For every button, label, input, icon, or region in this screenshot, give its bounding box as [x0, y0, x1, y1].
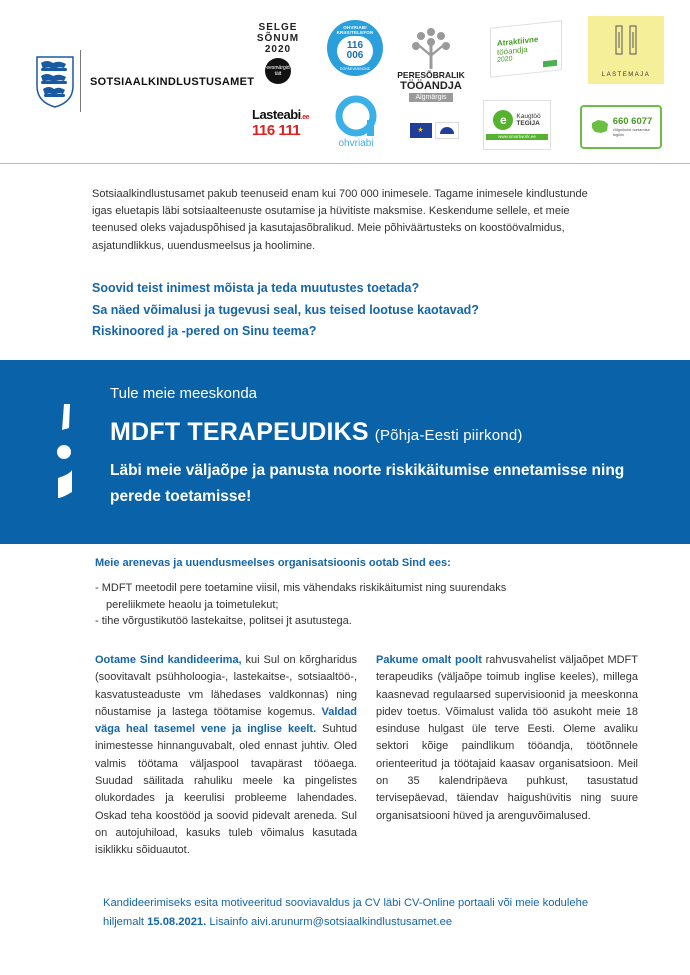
selge-sonum-logo — [254, 18, 302, 88]
eu-flag-icon: ★ — [410, 123, 432, 138]
job-title: MDFT TERAPEUDIKS — [110, 418, 369, 446]
question-2: Sa näed võimalusi ja tugevusi seal, kus teised lootuse kaotavad? — [92, 302, 479, 317]
kaugtoo-url: www.smartwork.ee — [486, 134, 548, 140]
peresobralik-line3: Algmärgis — [409, 93, 452, 102]
ohvriabi-logo — [330, 90, 382, 152]
lastemaja-figures-icon — [611, 24, 641, 60]
kaugtoo-line1: Kaugtöö — [516, 113, 541, 120]
banner-kicker: Tule meie meeskonda — [110, 385, 258, 402]
benefits-text: rahvusvahelist väljaõpet MDFT terapeudiks (väljaõpe toimub inglise keeles), millega kaasnevad regulaarsed supervisioonid ja meeskonna pidev toetus. Võimalust valida töö asukoht meie 18 esinduse hulgast üle terve Eesti. Oleme avaliku sektori kõige paindlikum tööandja, töötõnnele orienteeritud ja töötajaid kaasav organisatsioon. Meil on 35 kalendripäeva puhkust, tasustatud tervisepäevad, täiendav haigushüvitis ning suure organisatsiooni hüved ja arenguvõimalused. — [376, 654, 638, 822]
estonia-map-icon — [590, 117, 610, 137]
atraktiivne-line1: Atraktiivne — [497, 34, 539, 49]
selge-sonum-line2: SÕNUM — [256, 33, 300, 44]
ohvriabi-icon — [334, 94, 378, 138]
tree-icon — [411, 27, 451, 71]
hotline-line2: tugiliin — [612, 132, 625, 137]
kaugtoo-e-icon: e — [493, 110, 513, 130]
header — [0, 0, 690, 165]
benefits-column — [376, 652, 638, 825]
ee-partner-icon — [435, 122, 459, 139]
banner-title — [110, 418, 523, 447]
hotline-line1: võlgnikuist toetamise — [612, 127, 650, 132]
hotline-number: 660 6077 — [612, 116, 653, 127]
org-divider — [80, 50, 81, 112]
lastemaja-label: LASTEMAJA — [601, 72, 651, 78]
ohvriabi-kriisitelefon-logo — [327, 20, 383, 76]
lastemaja-logo — [588, 16, 664, 84]
peresobralik-logo — [398, 16, 464, 112]
lasteabi-name: Lasteabi — [252, 107, 301, 122]
selge-sonum-line1: SELGE — [258, 22, 298, 33]
brand-mark-icon — [50, 400, 74, 500]
peresobralik-line2: TÖÖANDJA — [400, 79, 462, 92]
hotline-logo — [580, 105, 662, 149]
application-footer — [103, 894, 623, 931]
ohvriabi-label: ohvriabi — [338, 137, 374, 149]
selge-sonum-line3: 2020 — [264, 44, 292, 55]
selge-sonum-badge: eesmärgid täit — [265, 58, 291, 84]
offer-item: - MDFT meetodil pere toetamine viisil, mis vähendaks riskikäitumist ning suurendaks pereliikmete heaolu ja toimetulekut; — [95, 582, 507, 611]
intro-paragraph: Sotsiaalkindlustusamet pakub teenuseid enam kui 700 000 inimesele. Tagame inimesele kindlustunde igas eluetapis läbi sotsiaalteenuste osutamise ja hüvitiste maksmise. Keskendume sellele, et meie teenused oleks vajaduspõhised ja kasutajasõbralikud. Meie põhiväärtusteks on koostöövalmidus, asjatundlikkus, uuendusmeelsus ja hoolimine. — [92, 188, 588, 252]
atraktiivne-line2: tööandja — [497, 44, 528, 58]
deadline: 15.08.2021. — [147, 915, 207, 928]
contact-info[interactable]: Lisainfo aivi.arunurm@sotsiaalkindlustusamet.ee — [206, 915, 453, 928]
kaugtoo-line2: TEGIJA — [516, 120, 540, 127]
requirements-column — [95, 652, 357, 860]
job-region: (Põhja-Eesti piirkond) — [374, 427, 523, 444]
lasteabi-suffix: .ee — [300, 114, 309, 121]
atraktiivne-bar — [543, 60, 557, 67]
lasteabi-logo — [252, 100, 314, 146]
question-1: Soovid teist inimest mõista ja teda muutustes toetada? — [92, 281, 420, 295]
footer-text-1: Kandideerimiseks esita motiveeritud sooviavaldus ja CV läbi CV-Online portaali või meie kodulehe hiljemalt — [103, 897, 589, 928]
banner — [0, 360, 690, 544]
question-3: Riskinoored ja -pered on Sinu teema? — [92, 324, 317, 338]
org-name: SOTSIAALKINDLUSTUSAMET — [90, 76, 255, 88]
language-requirement: Valdad väga heal tasemel vene ja inglise keelt. — [95, 705, 357, 736]
coat-of-arms-icon — [36, 56, 74, 108]
requirements-text-2: Suhtud inimestesse hinnanguvabalt, oled ennast juhtiv. Oled valmis töötama väljaspool tavapärast tööaega. Suudad säilitada rahuliku meele ka pingelistes olukordades ja keerulisi probleeme lahendades. Oskad teha koostööd ja soovid pidevalt areneda. Sul on autojuhiload, kasuks tuleb võimalus kasutada isiklikku sõiduautot. — [95, 723, 358, 857]
kriisitelefon-ring-text: OHVRIABI KRIISITELEFON — [336, 25, 374, 35]
requirements-lead: Ootame Sind kandideerima, — [95, 654, 242, 666]
kriisitelefon-number-top: 116 — [346, 40, 364, 51]
eu-funding-logo — [408, 118, 460, 142]
questions — [92, 278, 612, 343]
peresobralik-line1: PERESÕBRALIK — [397, 69, 465, 80]
atraktiivne-line3: 2020 — [497, 55, 513, 65]
offers-list — [95, 580, 545, 630]
banner-subtitle: Läbi meie väljaõpe ja panusta noorte riskikäitumise ennetamisse ning perede toetamisse! — [110, 462, 625, 505]
offer-item: - tihe võrgustikutöö lastekaitse, politsei jt asutustega. — [95, 615, 352, 627]
kaugtoo-logo — [483, 100, 551, 150]
atraktiivne-logo — [490, 20, 562, 78]
header-rule — [0, 163, 690, 164]
lasteabi-number: 116 111 — [252, 122, 301, 139]
kriisitelefon-number-bottom: 006 — [346, 50, 364, 61]
requirements-text-1: kui Sul on kõrgharidus (soovitavalt psühholoogia-, lastekaitse-, sotsiaaltöö-, kasvatusteaduste vm lähedases valdkonnas) ning nõustamise ja lastega töötamise kogemus. — [95, 654, 358, 718]
benefits-lead: Pakume omalt poolt — [376, 654, 482, 666]
offers-heading: Meie arenevas ja uuendusmeelses organisatsioonis ootab Sind ees: — [95, 557, 451, 569]
kriisitelefon-bottom: ÖÖPÄEVARINGNE — [339, 67, 371, 71]
